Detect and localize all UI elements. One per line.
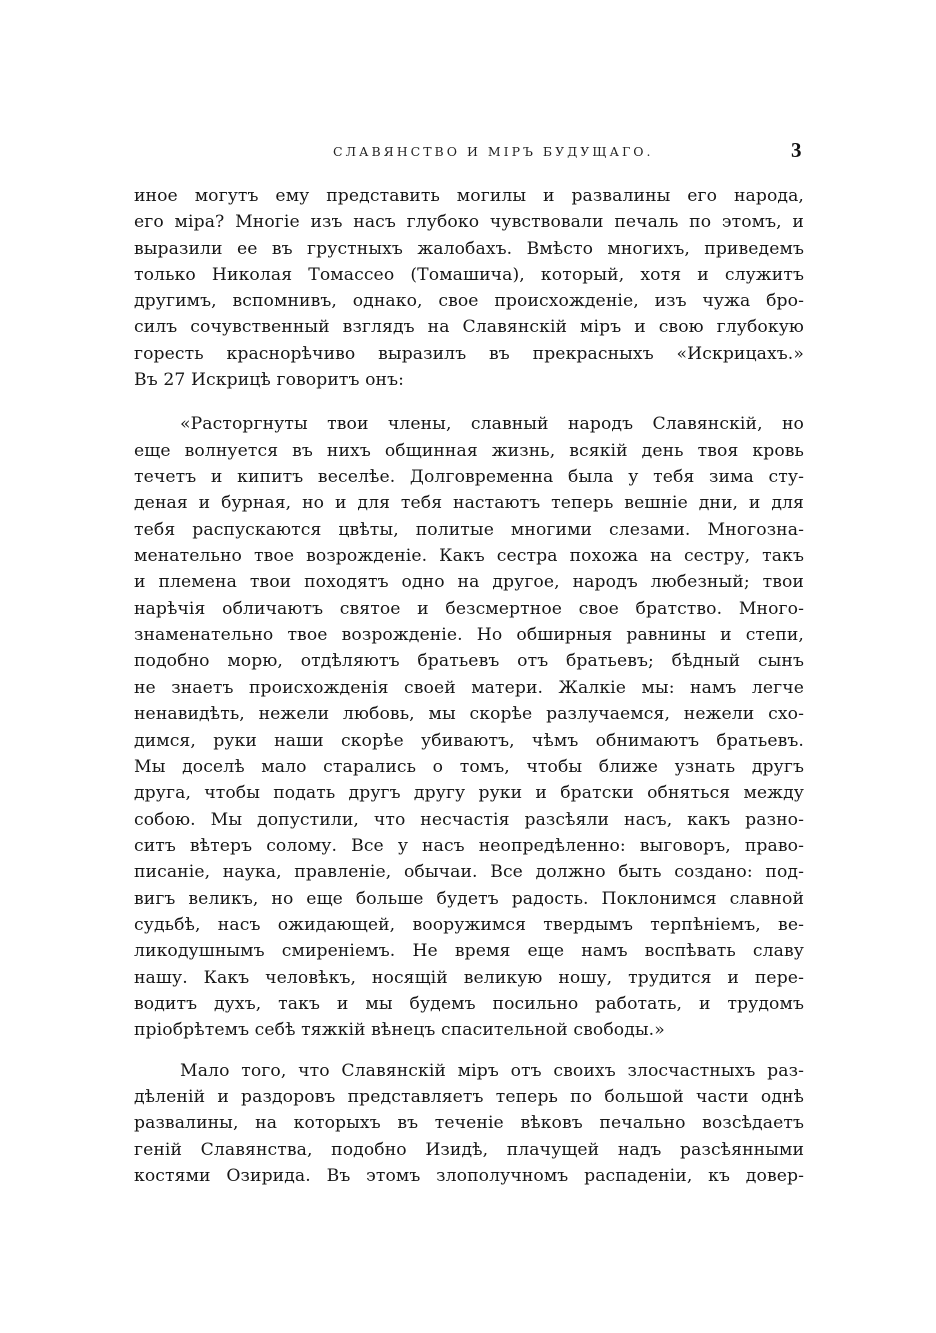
text-line: Мы доселѣ мало старались о томъ, чтобы ближе узнать другъ bbox=[134, 756, 804, 777]
quotation-block bbox=[134, 411, 804, 1043]
text-line: другимъ, вспомнивъ, однако, свое происхожденіе, изъ чужа бро- bbox=[134, 291, 804, 312]
text-line: ликодушнымъ смиреніемъ. Не время еще намъ воспѣвать славу bbox=[134, 941, 804, 962]
text-line: друга, чтобы подать другъ другу руки и братски обняться между bbox=[134, 783, 804, 804]
text-line: вигъ великъ, но еще больше будетъ радость. Поклонимся славной bbox=[134, 888, 804, 909]
text-line: костями Озирида. Въ этомъ злополучномъ распаденіи, къ довер- bbox=[134, 1165, 804, 1186]
running-header bbox=[0, 138, 936, 168]
text-line: судьбѣ, насъ ожидающей, вооружимся твердымъ терпѣніемъ, ве- bbox=[134, 914, 804, 935]
text-line: горесть краснорѣчиво выразилъ въ прекрасныхъ «Искрицахъ.» bbox=[134, 343, 804, 364]
text-line: выразили ее въ грустныхъ жалобахъ. Вмѣсто многихъ, приведемъ bbox=[134, 238, 804, 259]
text-line: развалины, на которыхъ въ теченіе вѣковъ печально возсѣдаетъ bbox=[134, 1113, 804, 1134]
text-line: иное могутъ ему представить могилы и развалины его народа, bbox=[134, 186, 804, 206]
text-line: еще волнуется въ нихъ общинная жизнь, всякій день твоя кровь bbox=[134, 440, 804, 461]
text-line: течетъ и кипитъ веселѣе. Долговременна была у тебя зима сту- bbox=[134, 467, 804, 488]
text-line: силъ сочувственный взглядъ на Славянскій міръ и свою глубокую bbox=[134, 317, 804, 338]
text-line: «Расторгнуты твои члены, славный народъ Славянскій, но bbox=[180, 414, 804, 435]
text-line: ненавидѣть, нежели любовь, мы скорѣе разлучаемся, нежели схо- bbox=[134, 704, 804, 725]
body-text bbox=[134, 183, 804, 1189]
text-line: Мало того, что Славянскій міръ отъ своихъ злосчастныхъ раз- bbox=[180, 1060, 804, 1081]
text-line: менательно твое возрожденіе. Какъ сестра похожа на сестру, такъ bbox=[134, 546, 804, 567]
spacer bbox=[134, 1044, 804, 1058]
running-title: СЛАВЯНСТВО И МІРЪ БУДУЩАГО. bbox=[333, 144, 654, 159]
text-line: знаменательно твое возрожденіе. Но обширныя равнины и степи, bbox=[134, 625, 804, 646]
text-line: тебя распускаются цвѣты, политые многими слезами. Многозна- bbox=[134, 519, 804, 540]
spacer bbox=[134, 393, 804, 411]
text-line: дѣленій и раздоровъ представляетъ теперь по большой части однѣ bbox=[134, 1086, 804, 1107]
text-line: ситъ вѣтеръ солому. Все у насъ неопредѣленно: выговоръ, право- bbox=[134, 835, 804, 856]
text-line: димся, руки наши скорѣе убиваютъ, чѣмъ обнимаютъ братьевъ. bbox=[134, 730, 804, 751]
text-line: собою. Мы допустили, что несчастія разсѣяли насъ, какъ разно- bbox=[134, 809, 804, 830]
text-line: нашу. Какъ человѣкъ, носящій великую ношу, трудится и пере- bbox=[134, 967, 804, 988]
text-line: Въ 27 Искрицѣ говоритъ онъ: bbox=[134, 370, 405, 391]
text-line: и племена твои походятъ одно на другое, народъ любезный; твои bbox=[134, 572, 804, 593]
text-line: только Николая Томассео (Томашича), который, хотя и служитъ bbox=[134, 264, 804, 285]
text-line: писаніе, наука, правленіе, обычаи. Все должно быть создано: под- bbox=[134, 862, 804, 883]
paragraph-intro bbox=[134, 183, 804, 393]
text-line: пріобрѣтемъ себѣ тяжкій вѣнецъ спасительной свободы.» bbox=[134, 1020, 665, 1041]
text-line: деная и бурная, но и для тебя настаютъ теперь вешніе дни, и для bbox=[134, 493, 804, 514]
paragraph-continuation bbox=[134, 1058, 804, 1189]
text-line: его міра? Многіе изъ насъ глубоко чувствовали печаль по этомъ, и bbox=[134, 212, 804, 233]
text-line: геній Славянства, подобно Изидѣ, плачущей надъ разсѣянными bbox=[134, 1139, 804, 1160]
text-line: водитъ духъ, такъ и мы будемъ посильно работать, и трудомъ bbox=[134, 993, 804, 1014]
page-number: 3 bbox=[791, 138, 802, 162]
text-line: нарѣчія обличаютъ святое и безсмертное свое братство. Много- bbox=[134, 598, 804, 619]
text-line: подобно морю, отдѣляютъ братьевъ отъ братьевъ; бѣдный сынъ bbox=[134, 651, 804, 672]
text-line: не знаетъ происхожденія своей матери. Жалкіе мы: намъ легче bbox=[134, 677, 804, 698]
